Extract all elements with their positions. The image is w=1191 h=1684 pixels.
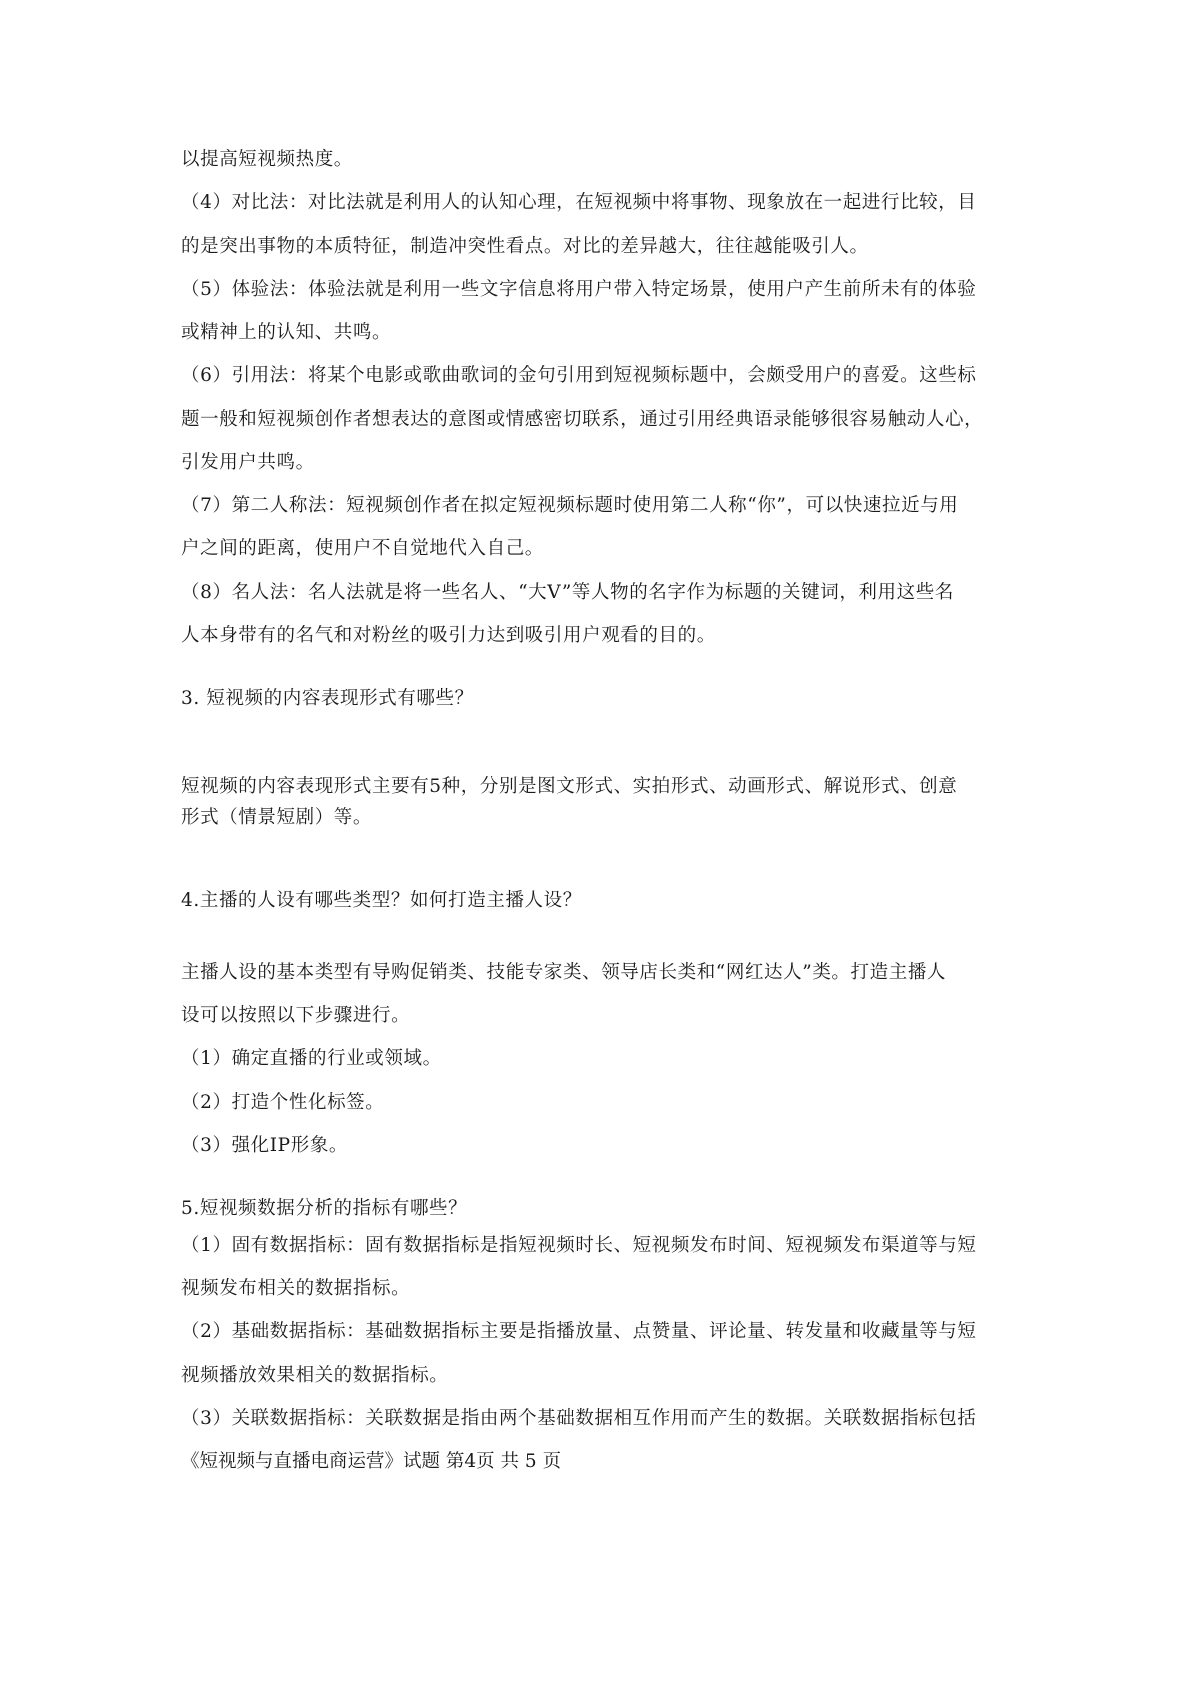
question-heading: 3. 短视频的内容表现形式有哪些？ xyxy=(181,688,474,709)
text-line: （4）对比法：对比法就是利用人的认知心理，在短视频中将事物、现象放在一起进行比较，目 xyxy=(181,192,977,213)
text-line: （6）引用法：将某个电影或歌曲歌词的金句引用到短视频标题中，会颇受用户的喜爱。这些标 xyxy=(181,365,977,386)
text-line: （5）体验法：体验法就是利用一些文字信息将用户带入特定场景，使用户产生前所未有的体验 xyxy=(181,279,977,300)
text-line: （1）固有数据指标：固有数据指标是指短视频时长、短视频发布时间、短视频发布渠道等与短 xyxy=(181,1235,977,1256)
text-line: 主播人设的基本类型有导购促销类、技能专家类、领导店长类和“网红达人”类。打造主播人 xyxy=(181,962,947,983)
text-line: 引发用户共鸣。 xyxy=(181,452,315,473)
text-line: 以提高短视频热度。 xyxy=(181,149,353,170)
text-line: （7）第二人称法：短视频创作者在拟定短视频标题时使用第二人称“你”，可以快速拉近与用 xyxy=(181,495,959,516)
text-line: 设可以按照以下步骤进行。 xyxy=(181,1005,411,1026)
page-footer: 《短视频与直播电商运营》试题 第4页 共 5 页 xyxy=(181,1451,562,1472)
text-line: （8）名人法：名人法就是将一些名人、“大V”等人物的名字作为标题的关键词，利用这些名 xyxy=(181,582,954,603)
text-line: （3）强化IP形象。 xyxy=(181,1135,349,1156)
text-line: 形式（情景短剧）等。 xyxy=(181,807,373,828)
text-line: （1）确定直播的行业或领域。 xyxy=(181,1048,442,1069)
text-line: 人本身带有的名气和对粉丝的吸引力达到吸引用户观看的目的。 xyxy=(181,625,716,646)
question-heading: 4.主播的人设有哪些类型？如何打造主播人设？ xyxy=(181,890,582,911)
text-line: 视频播放效果相关的数据指标。 xyxy=(181,1365,449,1386)
question-heading: 5.短视频数据分析的指标有哪些？ xyxy=(181,1198,468,1219)
text-line: （2）打造个性化标签。 xyxy=(181,1092,385,1113)
text-line: （3）关联数据指标：关联数据是指由两个基础数据相互作用而产生的数据。关联数据指标包括 xyxy=(181,1408,977,1429)
text-line: 的是突出事物的本质特征，制造冲突性看点。对比的差异越大，往往越能吸引人。 xyxy=(181,236,869,257)
text-line: 户之间的距离，使用户不自觉地代入自己。 xyxy=(181,538,544,559)
text-line: 或精神上的认知、共鸣。 xyxy=(181,322,392,343)
text-line: 短视频的内容表现形式主要有5种，分别是图文形式、实拍形式、动画形式、解说形式、创意 xyxy=(181,776,958,797)
text-line: 题一般和短视频创作者想表达的意图或情感密切联系，通过引用经典语录能够很容易触动人心， xyxy=(181,409,984,430)
text-line: （2）基础数据指标：基础数据指标主要是指播放量、点赞量、评论量、转发量和收藏量等与短 xyxy=(181,1321,977,1342)
text-line: 视频发布相关的数据指标。 xyxy=(181,1278,411,1299)
